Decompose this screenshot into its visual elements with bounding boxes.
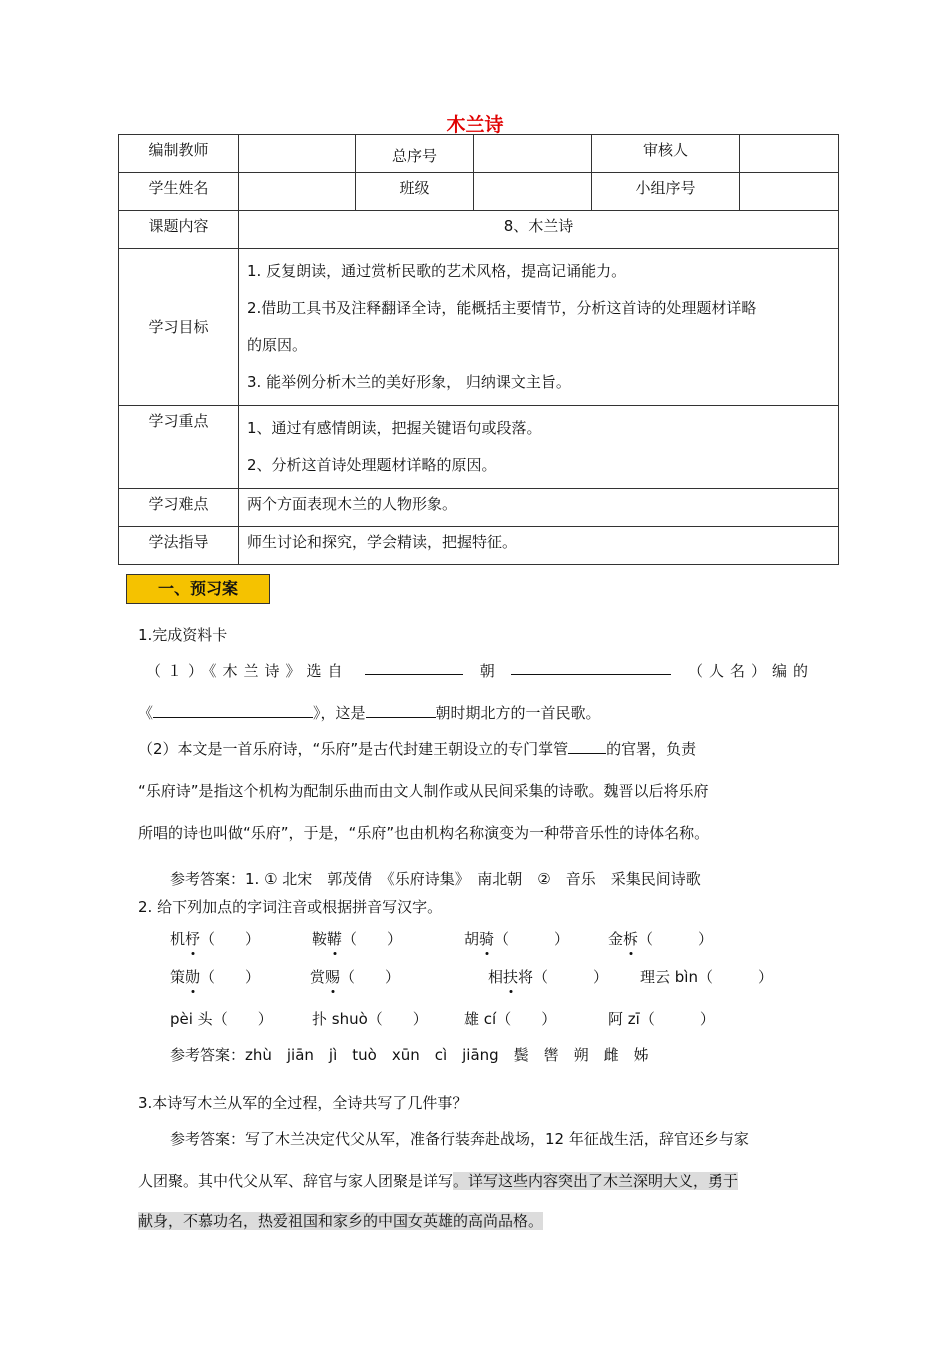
office-blank[interactable]	[568, 739, 606, 754]
pinyin-item-prefix: 胡	[464, 930, 480, 948]
q1-l1-text-c: （人名）编的	[687, 662, 814, 680]
pinyin-item-prefix: 雄 cí	[464, 1010, 497, 1028]
goals-label: 学习目标	[119, 249, 239, 406]
pinyin-item	[608, 1008, 715, 1029]
class-cell[interactable]	[474, 173, 592, 211]
pinyin-item-blank[interactable]: （ ）	[496, 1010, 557, 1028]
focus-list	[239, 406, 839, 489]
q1-l2-text-b: 》，这是	[313, 704, 366, 722]
info-table	[118, 134, 839, 565]
topic-label: 课题内容	[119, 211, 239, 249]
q1-para2-line2: “乐府诗”是指这个机构为配制乐曲而由文人制作或从民间采集的诗歌。魏晋以后将乐府	[138, 782, 709, 800]
focus-label: 学习重点	[119, 406, 239, 489]
pinyin-item-dotted-char: 勋	[185, 968, 201, 986]
pinyin-item	[464, 928, 569, 949]
pinyin-item-prefix: 策	[170, 968, 186, 986]
pinyin-item	[310, 966, 400, 987]
pinyin-item-dotted-char: 杼	[185, 930, 201, 948]
pinyin-item-dotted-char: 柝	[623, 930, 639, 948]
pinyin-item	[312, 1008, 428, 1029]
q1-p2-text-b: 的官署，负责	[606, 740, 697, 758]
pinyin-item-dotted-char: 赐	[325, 968, 341, 986]
pinyin-item-blank[interactable]: （ ）	[342, 930, 403, 948]
goals-list	[239, 249, 839, 406]
q3-heading: 3.本诗写木兰从军的全过程，全诗共写了几件事？	[138, 1094, 468, 1112]
pinyin-item-blank[interactable]: （ ）	[638, 930, 714, 948]
q1-p2-text-a: （2）本文是一首乐府诗，“乐府”是古代封建王朝设立的专门掌管	[138, 740, 569, 758]
q1-l2-text-c: 朝时期北方的一首民歌。	[435, 704, 601, 722]
pinyin-item	[640, 966, 773, 987]
pinyin-item	[170, 966, 260, 987]
difficulty-label: 学习难点	[119, 489, 239, 527]
pinyin-item	[608, 928, 713, 949]
pinyin-item-prefix: 理云 bìn	[640, 968, 698, 986]
goal-item: 3. 能举例分析木兰的美好形象， 归纳课文主旨。	[247, 373, 571, 391]
q1-line2	[138, 702, 818, 723]
pinyin-item	[464, 1008, 556, 1029]
serial-label: 总序号	[356, 135, 474, 173]
pinyin-item-prefix: 赏	[310, 968, 326, 986]
method-label: 学法指导	[119, 527, 239, 565]
goal-item: 2.借助工具书及注释翻译全诗，能概括主要情节，分析这首诗的处理题材详略	[247, 299, 757, 317]
pinyin-item-prefix: 鞍	[312, 930, 328, 948]
teacher-label: 编制教师	[119, 135, 239, 173]
q1-line1	[146, 660, 814, 681]
pinyin-item-dotted-char: 骑	[479, 930, 495, 948]
q1-heading: 1.完成资料卡	[138, 626, 228, 644]
pinyin-item-blank[interactable]: （ ）	[494, 930, 570, 948]
q3-answer-line2	[138, 1170, 818, 1191]
pinyin-item-prefix: 金	[608, 930, 624, 948]
book-blank[interactable]	[153, 703, 313, 718]
teacher-cell[interactable]	[239, 135, 356, 173]
pinyin-item-blank[interactable]: （ ）	[367, 1010, 428, 1028]
dynasty-blank[interactable]	[365, 660, 463, 675]
student-cell[interactable]	[239, 173, 356, 211]
pinyin-item-blank[interactable]: 将（ ）	[518, 968, 609, 986]
pinyin-item	[488, 966, 608, 987]
pinyin-item-blank[interactable]: （ ）	[340, 968, 401, 986]
focus-item: 1、通过有感情朗读，把握关键语句或段落。	[247, 419, 542, 437]
q1-answer: 参考答案：1. ① 北宋 郭茂倩 《乐府诗集》 南北朝 ② 音乐 采集民间诗歌	[170, 870, 701, 888]
q3-answer-highlight: 。详写这些内容突出了木兰深明大义，勇于	[453, 1172, 739, 1190]
reviewer-cell[interactable]	[740, 135, 839, 173]
pinyin-item-prefix: pèi 头	[170, 1010, 213, 1028]
pinyin-item-dotted-char: 鞯	[327, 930, 343, 948]
group-label: 小组序号	[592, 173, 740, 211]
pinyin-item	[170, 928, 260, 949]
goal-item: 1. 反复朗读，通过赏析民歌的艺术风格，提高记诵能力。	[247, 262, 627, 280]
pinyin-item-blank[interactable]: （ ）	[639, 1010, 715, 1028]
focus-item: 2、分析这首诗处理题材详略的原因。	[247, 456, 497, 474]
pinyin-item-blank[interactable]: （ ）	[697, 968, 773, 986]
reviewer-label: 审核人	[592, 135, 740, 173]
method-value: 师生讨论和探究，学会精读，把握特征。	[239, 527, 839, 565]
q3-answer-line3	[138, 1210, 818, 1231]
pinyin-item-prefix: 阿 zī	[608, 1010, 640, 1028]
goal-item: 的原因。	[247, 336, 308, 354]
pinyin-item	[312, 928, 402, 949]
serial-cell[interactable]	[474, 135, 592, 173]
q3-answer-line1: 参考答案：写了木兰决定代父从军，准备行装奔赴战场，12 年征战生活，辞官还乡与家	[170, 1130, 749, 1148]
pinyin-item-blank[interactable]: （ ）	[200, 930, 261, 948]
q2-answer: 参考答案：zhù jiān jì tuò xūn cì jiāng 鬓 辔 朔 雌 姊	[170, 1046, 649, 1064]
topic-value: 8、木兰诗	[239, 211, 839, 249]
class-label: 班级	[356, 173, 474, 211]
pinyin-item-blank[interactable]: （ ）	[200, 968, 261, 986]
student-label: 学生姓名	[119, 173, 239, 211]
pinyin-item-blank[interactable]: （ ）	[212, 1010, 273, 1028]
pinyin-item-prefix: 机	[170, 930, 186, 948]
pinyin-item	[170, 1008, 273, 1029]
q2-heading: 2. 给下列加点的字词注音或根据拼音写汉字。	[138, 898, 443, 916]
q1-l1-text-a: （１）《木兰诗》选自	[146, 662, 349, 680]
difficulty-value: 两个方面表现木兰的人物形象。	[239, 489, 839, 527]
pinyin-item-dotted-char: 扶	[503, 968, 519, 986]
q1-l1-text-b: 朝	[479, 662, 495, 680]
q3-answer-text: 人团聚。其中代父从军、辞官与家人团聚是详写	[138, 1172, 454, 1190]
document-title: 木兰诗	[446, 114, 504, 136]
section-banner: 一、预习案	[126, 574, 270, 604]
q1-para2-line3: 所唱的诗也叫做“乐府”，于是，“乐府”也由机构名称演变为一种带音乐性的诗体名称。	[138, 824, 710, 842]
era-blank[interactable]	[366, 703, 436, 718]
pinyin-item-prefix: 扑 shuò	[312, 1010, 368, 1028]
author-blank[interactable]	[511, 660, 671, 675]
pinyin-item-prefix: 相	[488, 968, 504, 986]
q3-answer-highlight: 献身，不慕功名，热爱祖国和家乡的中国女英雄的高尚品格。	[138, 1212, 544, 1230]
q1-para2	[138, 738, 818, 759]
group-cell[interactable]	[740, 173, 839, 211]
q1-l2-text-a: 《	[138, 704, 154, 722]
